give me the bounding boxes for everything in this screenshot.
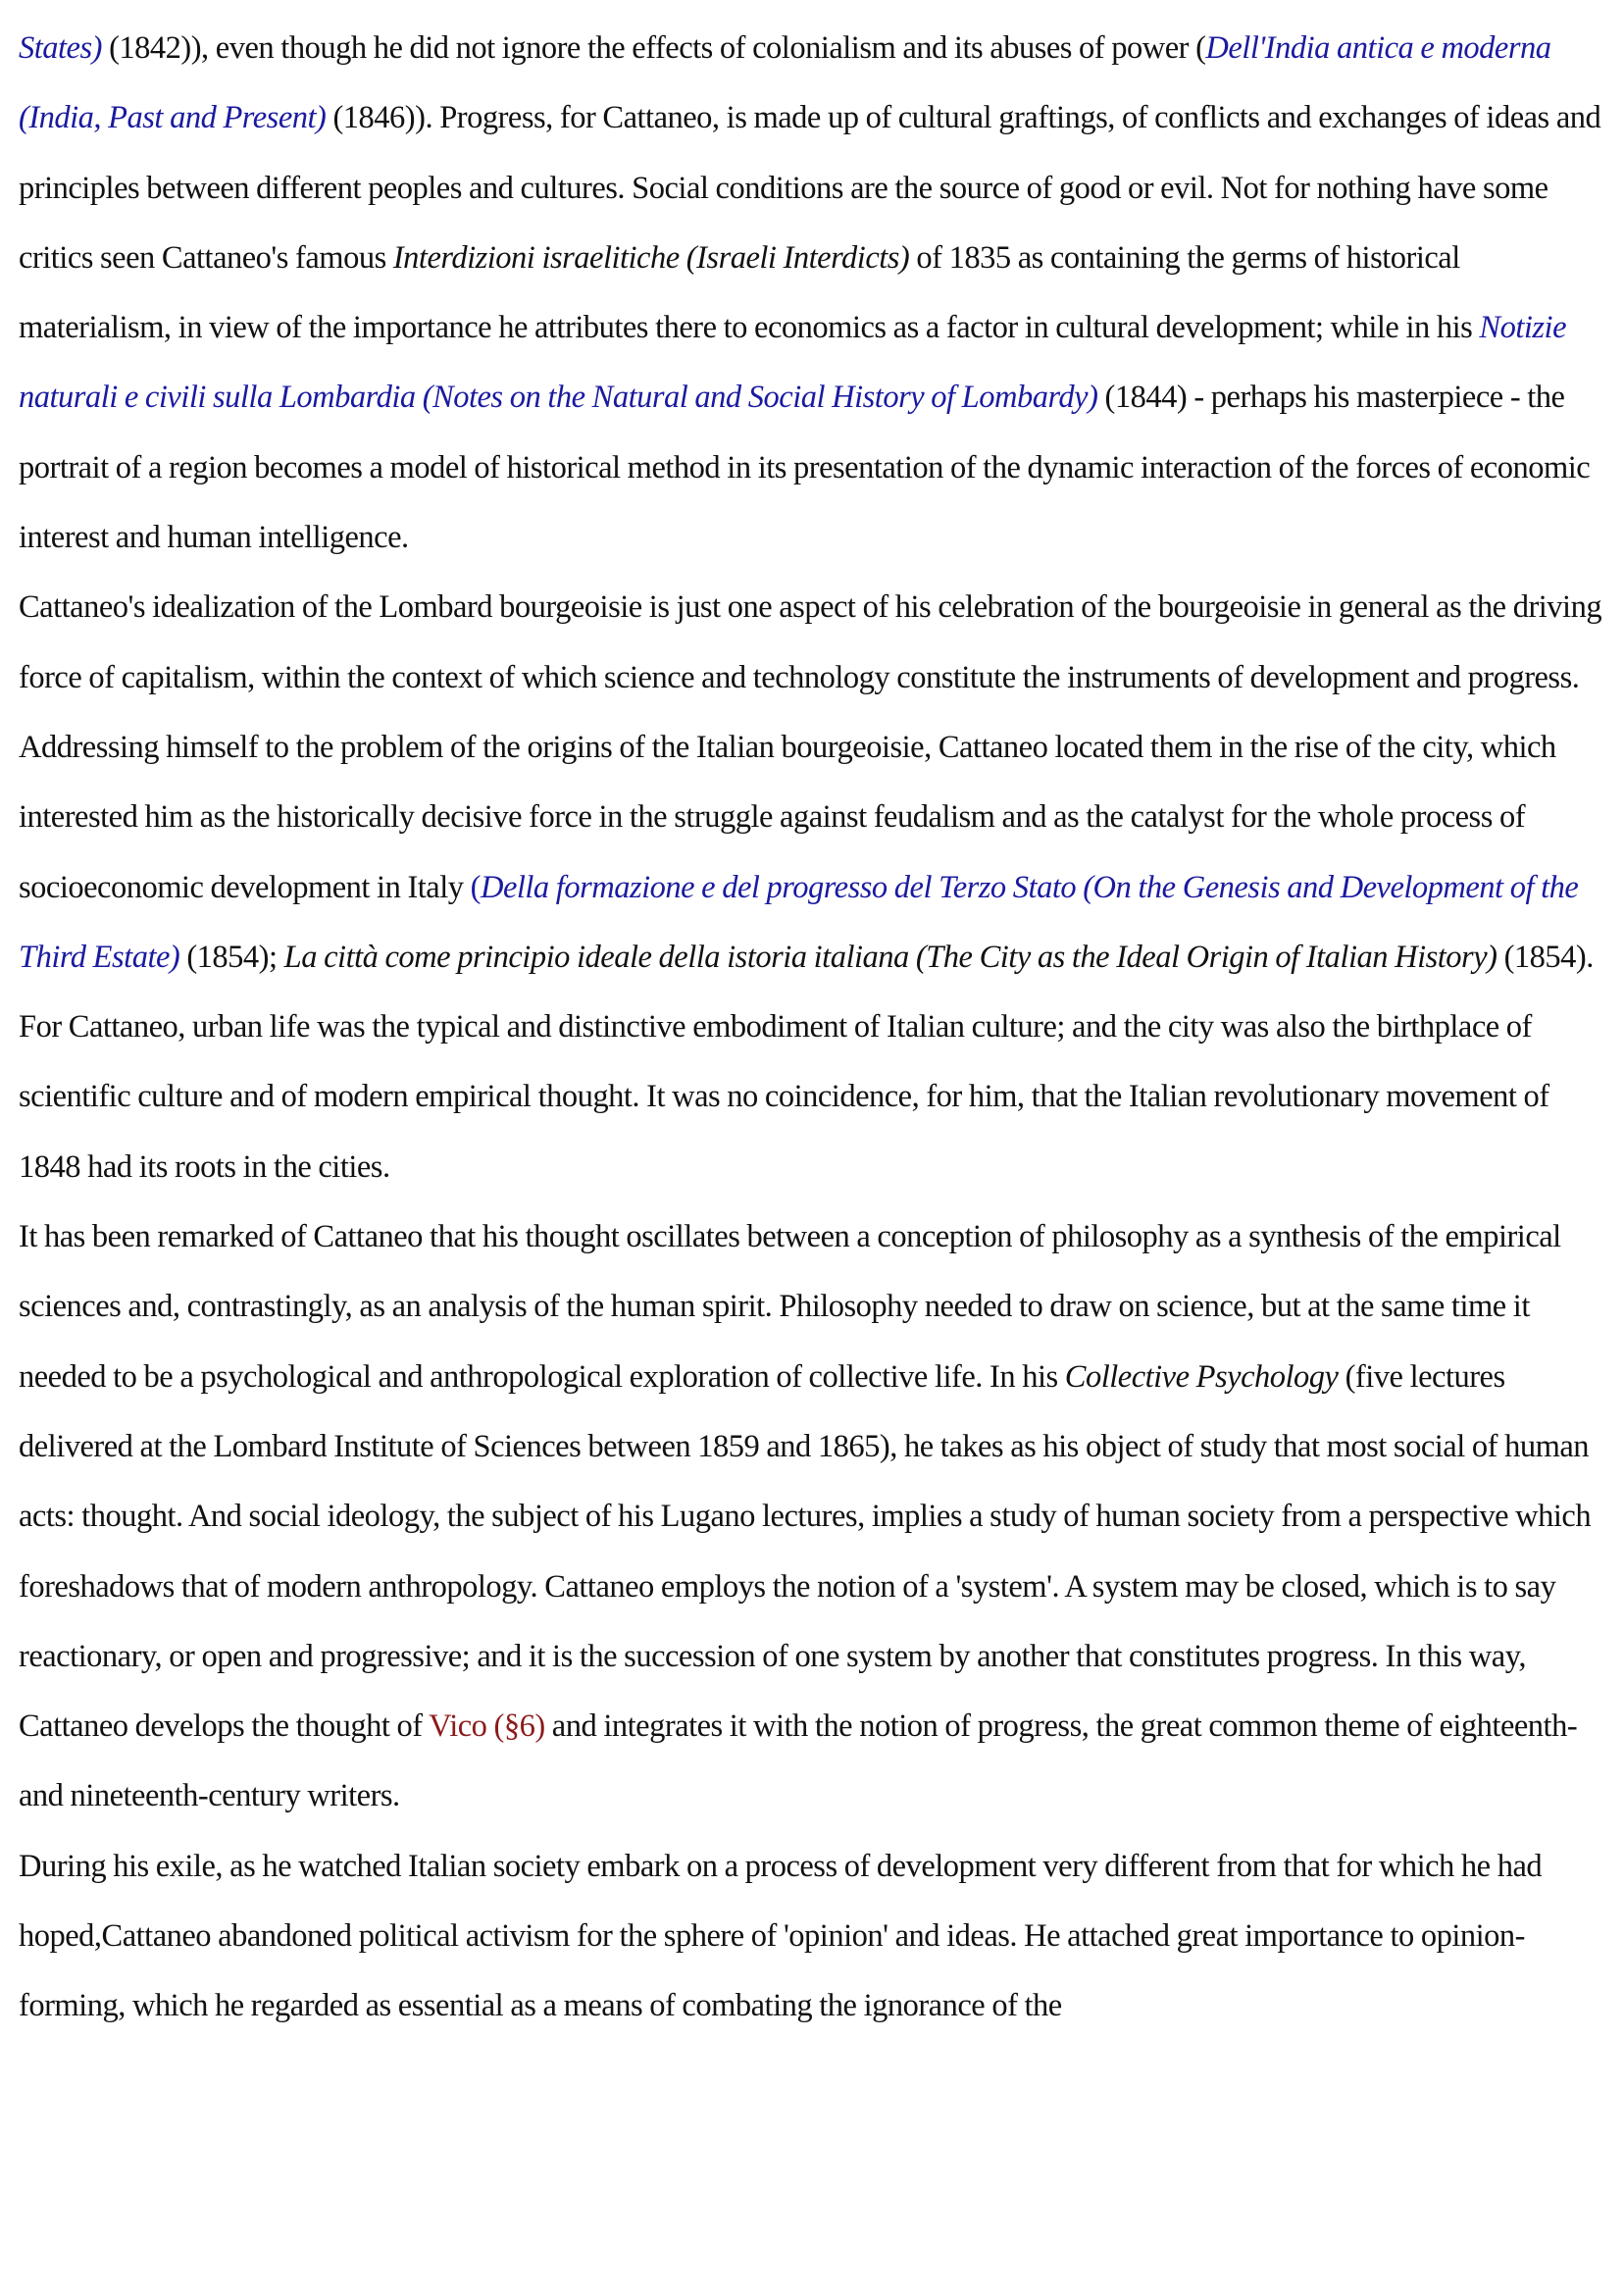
body-text: of 1835 as containing the germs of historical materialism, in view of the importance he attributes there to economics as a factor in cultural development; while in his — [19, 239, 1480, 346]
paragraph-3 — [19, 1202, 1604, 1832]
body-text: (five lectures delivered at the Lombard Institute of Sciences between 1859 and 1865), he takes as his object of study that most social of human acts: thought. And social ideology, the subject of his Lugano lectures, implies a study of human society from a perspective which foreshadows that of modern anthropology. Cattaneo employs the notion of a 'system'. A system may be closed, which is to say reactionary, or open and progressive; and it is the succession of one system by another that constitutes progress. In this way, Cattaneo develops the thought of — [19, 1358, 1592, 1745]
paragraph-2 — [19, 573, 1604, 1202]
paragraph-4 — [19, 1832, 1604, 2042]
body-text: During his exile, as he watched Italian society embark on a process of development very different from that for which he had hoped,Cattaneo abandoned political activism for the sphere of 'opinion' and ideas. He attached great importance to opinion-forming, which he regarded as essential as a means of combating the ignorance of the — [19, 1848, 1543, 2024]
body-text: (1854); — [179, 939, 284, 975]
body-text: and integrates it with the notion of progress, the great common theme of eighteenth- and nineteenth-century writers. — [19, 1708, 1578, 1814]
work-link[interactable]: Notizie naturali e civili sulla Lombardia (Notes on the Natural and Social History of Lombardy) — [19, 310, 1567, 416]
body-text: (1854). For Cattaneo, urban life was the typical and distinctive embodiment of Italian culture; and the city was also the birthplace of scientific culture and of modern empirical thought. It was no coincidence, for him, that the Italian revolutionary movement of 1848 had its roots in the cities. — [19, 939, 1594, 1185]
body-text: (1842)), even though he did not ignore the effects of colonialism and its abuses of power ( — [101, 30, 1206, 66]
body-text: (1844) - perhaps his masterpiece - the portrait of a region becomes a model of historical method in its presentation of the dynamic interaction of the forces of economic interest and human intelligence. — [19, 380, 1591, 556]
work-link[interactable]: States) — [19, 30, 102, 66]
work-link[interactable]: Dell'India antica e moderna (India, Past and Present) — [19, 30, 1551, 136]
body-text: Cattaneo's idealization of the Lombard bourgeoisie is just one aspect of his celebration of the bourgeoisie in general as the driving force of capitalism, within the context of which science and technology constitute the instruments of development and progress. Addressing himself to the problem of the origins of the Italian bourgeoisie, Cattaneo located them in the rise of the city, which interested him as the historically decisive force in the struggle against feudalism and as the catalyst for the whole process of socioeconomic development in Italy — [19, 589, 1602, 905]
work-title: Interdizioni israelitiche (Israeli Interdicts) — [392, 239, 910, 276]
body-text: It has been remarked of Cattaneo that his thought oscillates between a conception of philosophy as a synthesis of the empirical sciences and, contrastingly, as an analysis of the human spirit. Philosophy needed to draw on science, but at the same time it needed to be a psychological and anthropological exploration of collective life. In his — [19, 1219, 1561, 1395]
body-text: (1846)). Progress, for Cattaneo, is made up of cultural graftings, of conflicts and exchanges of ideas and principles between different peoples and cultures. Social conditions are the source of good or evil. Not for nothing have some critics seen Cattaneo's famous — [19, 100, 1601, 276]
link-paren: ( — [470, 869, 481, 905]
work-title: La città come principio ideale della istoria italiana (The City as the Ideal Origin of Italian History) — [283, 939, 1497, 975]
paragraph-1 — [19, 14, 1604, 573]
work-title: Collective Psychology — [1064, 1358, 1339, 1395]
work-link[interactable]: Della formazione e del progresso del Terzo Stato (On the Genesis and Development of the Third Estate) — [19, 869, 1579, 975]
cross-reference-link[interactable]: Vico (§6) — [429, 1708, 545, 1745]
